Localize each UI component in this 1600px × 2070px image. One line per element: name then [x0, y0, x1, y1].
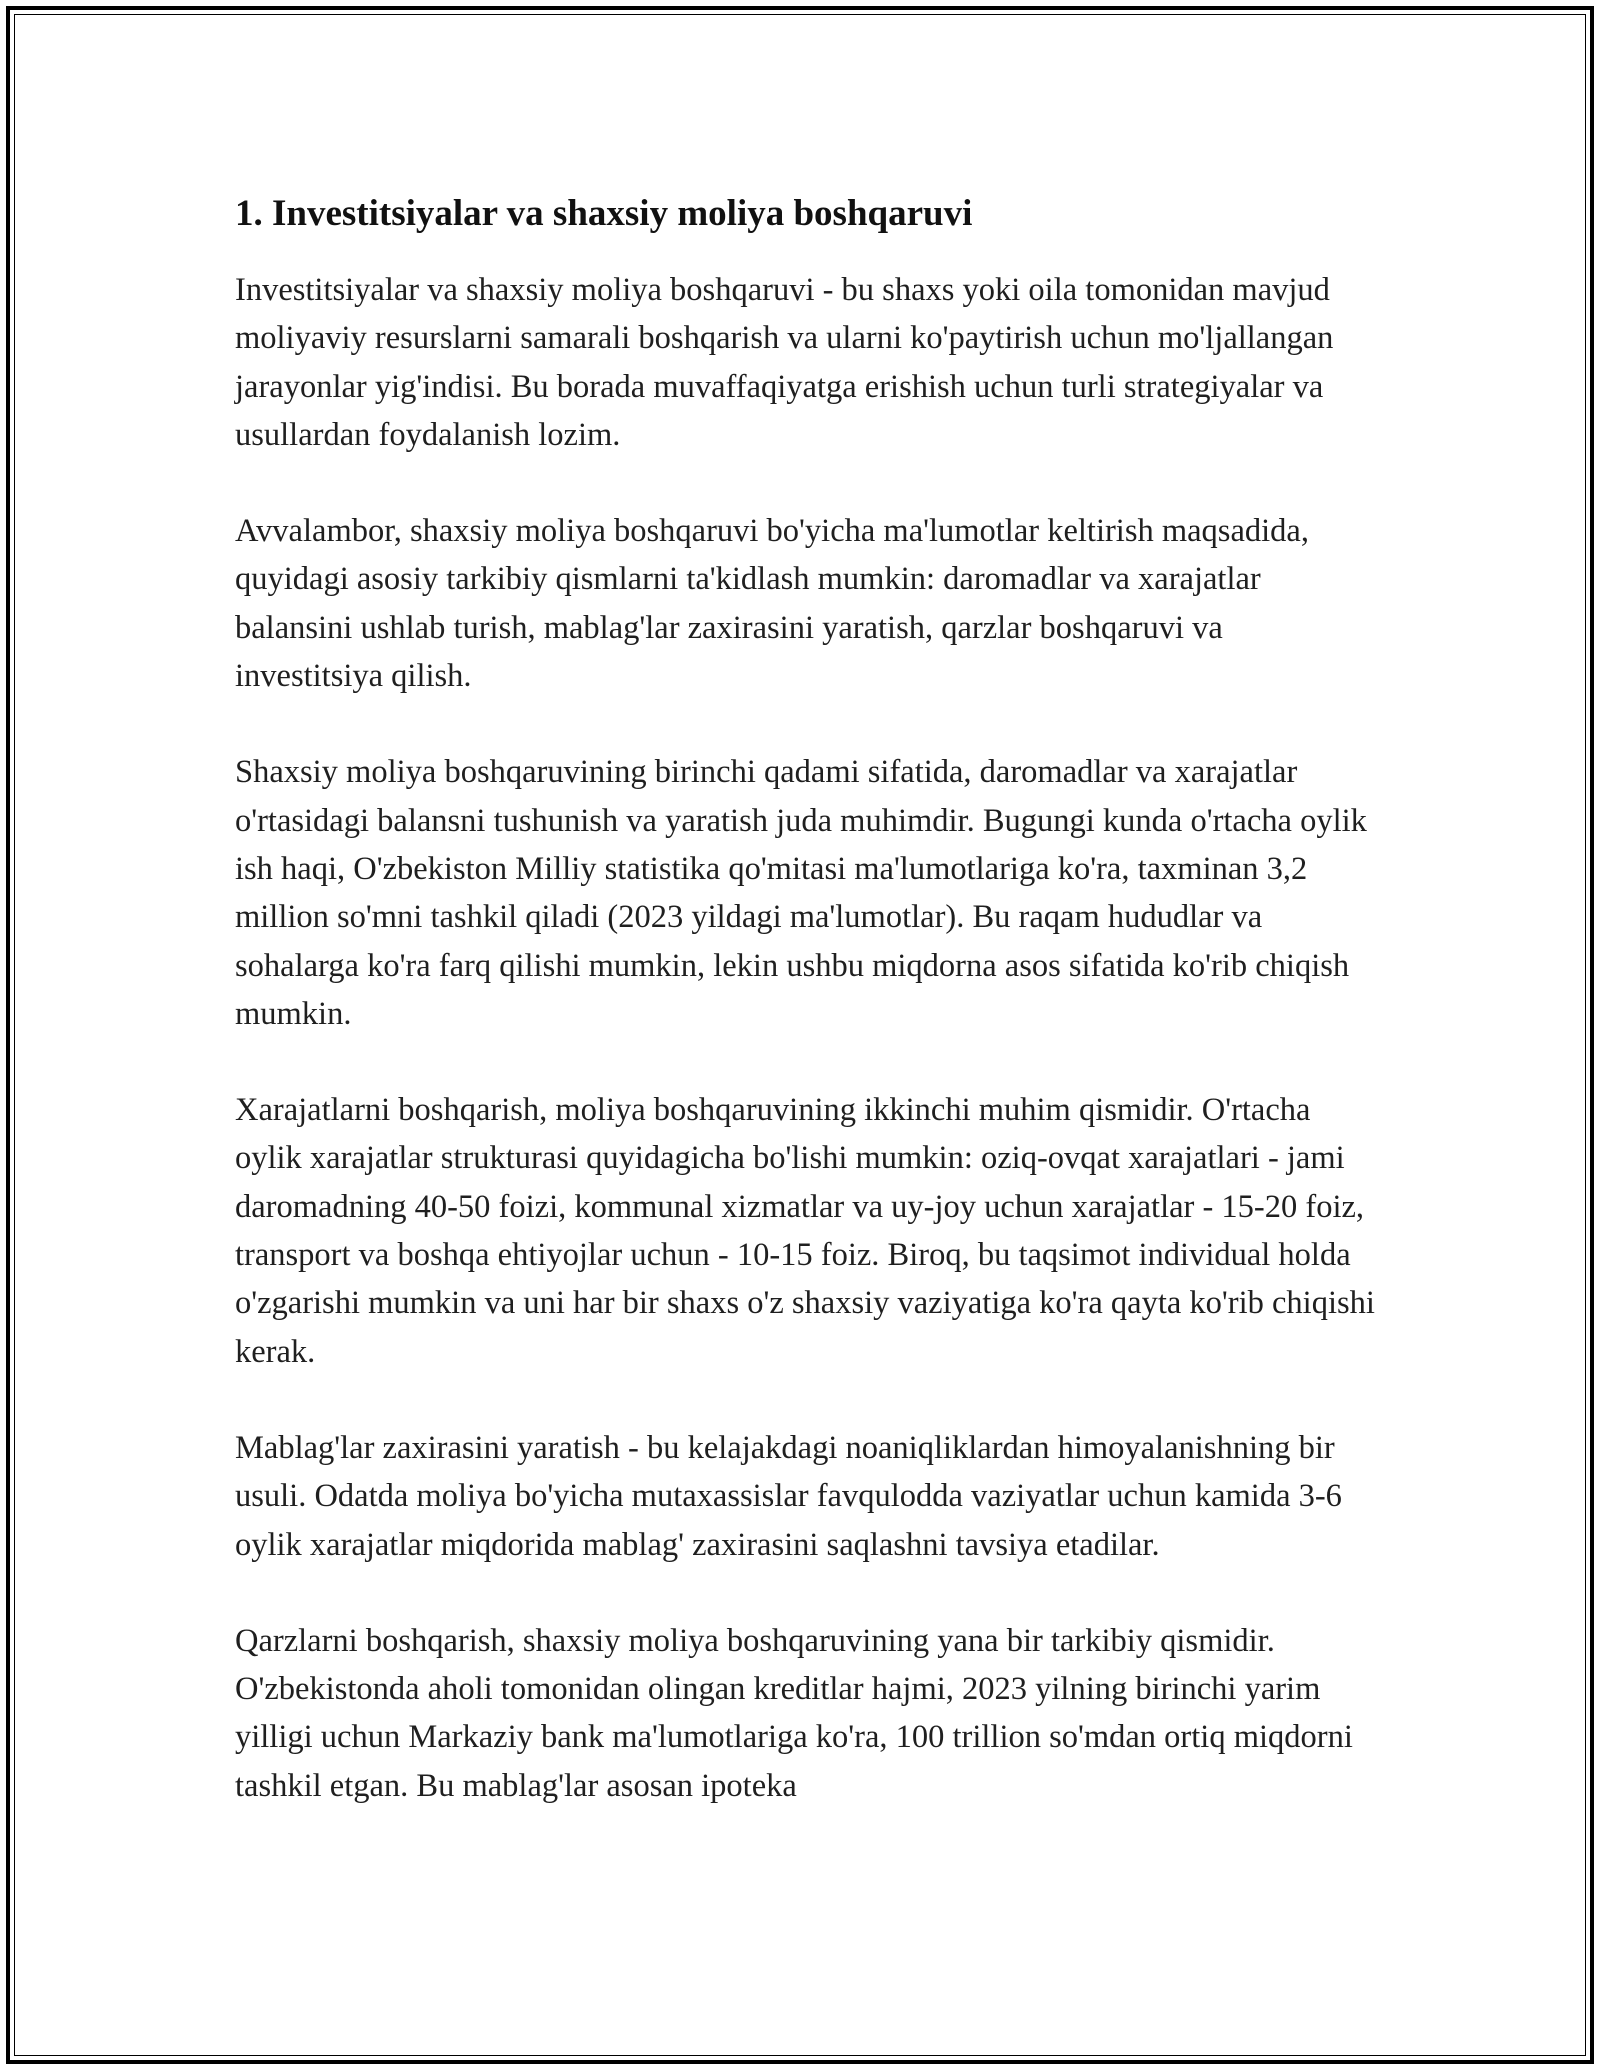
- paragraph-savings-reserve: Mablag'lar zaxirasini yaratish - bu kelajakdagi noaniqliklardan himoyalanishning bir usuli. Odatda moliya bo'yicha mutaxassislar favqulodda vaziyatlar uchun kamida 3-6 oylik xarajatlar miqdorida mablag' zaxirasini saqlashni tavsiya etadilar.: [235, 1429, 1342, 1563]
- paragraph-intro: Investitsiyalar va shaxsiy moliya boshqaruvi - bu shaxs yoki oila tomonidan mavjud moliyaviy resurslarni samarali boshqarish va ularni ko'paytirish uchun mo'ljallangan jarayonlar yig'indisi. Bu borada muvaffaqiyatga erishish uchun turli strategiyalar va usullardan foydalanish lozim.: [235, 272, 1334, 453]
- document-body: [235, 186, 1375, 1810]
- section-heading: 1. Investitsiyalar va shaxsiy moliya boshqaruvi: [235, 193, 973, 234]
- paragraph-expenses: Xarajatlarni boshqarish, moliya boshqaruvining ikkinchi muhim qismidir. O'rtacha oylik xarajatlar strukturasi quyidagicha bo'lishi mumkin: oziq-ovqat xarajatlari - jami daromadning 40-50 foizi, kommunal xizmatlar va uy-joy uchun xarajatlar - 15-20 foiz, transport va boshqa ehtiyojlar uchun - 10-15 foiz. Biroq, bu taqsimot individual holda o'zgarishi mumkin va uni har bir shaxs o'z shaxsiy vaziyatiga ko'ra qayta ko'rib chiqishi kerak.: [235, 1092, 1375, 1370]
- paragraph-income-balance: Shaxsiy moliya boshqaruvining birinchi qadami sifatida, daromadlar va xarajatlar o'rtasidagi balansni tushunish va yaratish juda muhimdir. Bugungi kunda o'rtacha oylik ish haqi, O'zbekiston Milliy statistika qo'mitasi ma'lumotlariga ko'ra, taxminan 3,2 million so'mni tashkil qiladi (2023 yildagi ma'lumotlar). Bu raqam hududlar va sohalarga ko'ra farq qilishi mumkin, lekin ushbu miqdorna asos sifatida ko'rib chiqish mumkin.: [235, 754, 1367, 1032]
- paragraph-debt-management: Qarzlarni boshqarish, shaxsiy moliya boshqaruvining yana bir tarkibiy qismidir. O'zbekistonda aholi tomonidan olingan kreditlar hajmi, 2023 yilning birinchi yarim yilligi uchun Markaziy bank ma'lumotlariga ko'ra, 100 trillion so'mdan ortiq miqdorni tashkil etgan. Bu mablag'lar asosan ipoteka: [235, 1622, 1353, 1804]
- paragraph-components: Avvalambor, shaxsiy moliya boshqaruvi bo'yicha ma'lumotlar keltirish maqsadida, quyidagi asosiy tarkibiy qismlarni ta'kidlash mumkin: daromadlar va xarajatlar balansini ushlab turish, mablag'lar zaxirasini yaratish, qarzlar boshqaruvi va investitsiya qilish.: [235, 513, 1309, 695]
